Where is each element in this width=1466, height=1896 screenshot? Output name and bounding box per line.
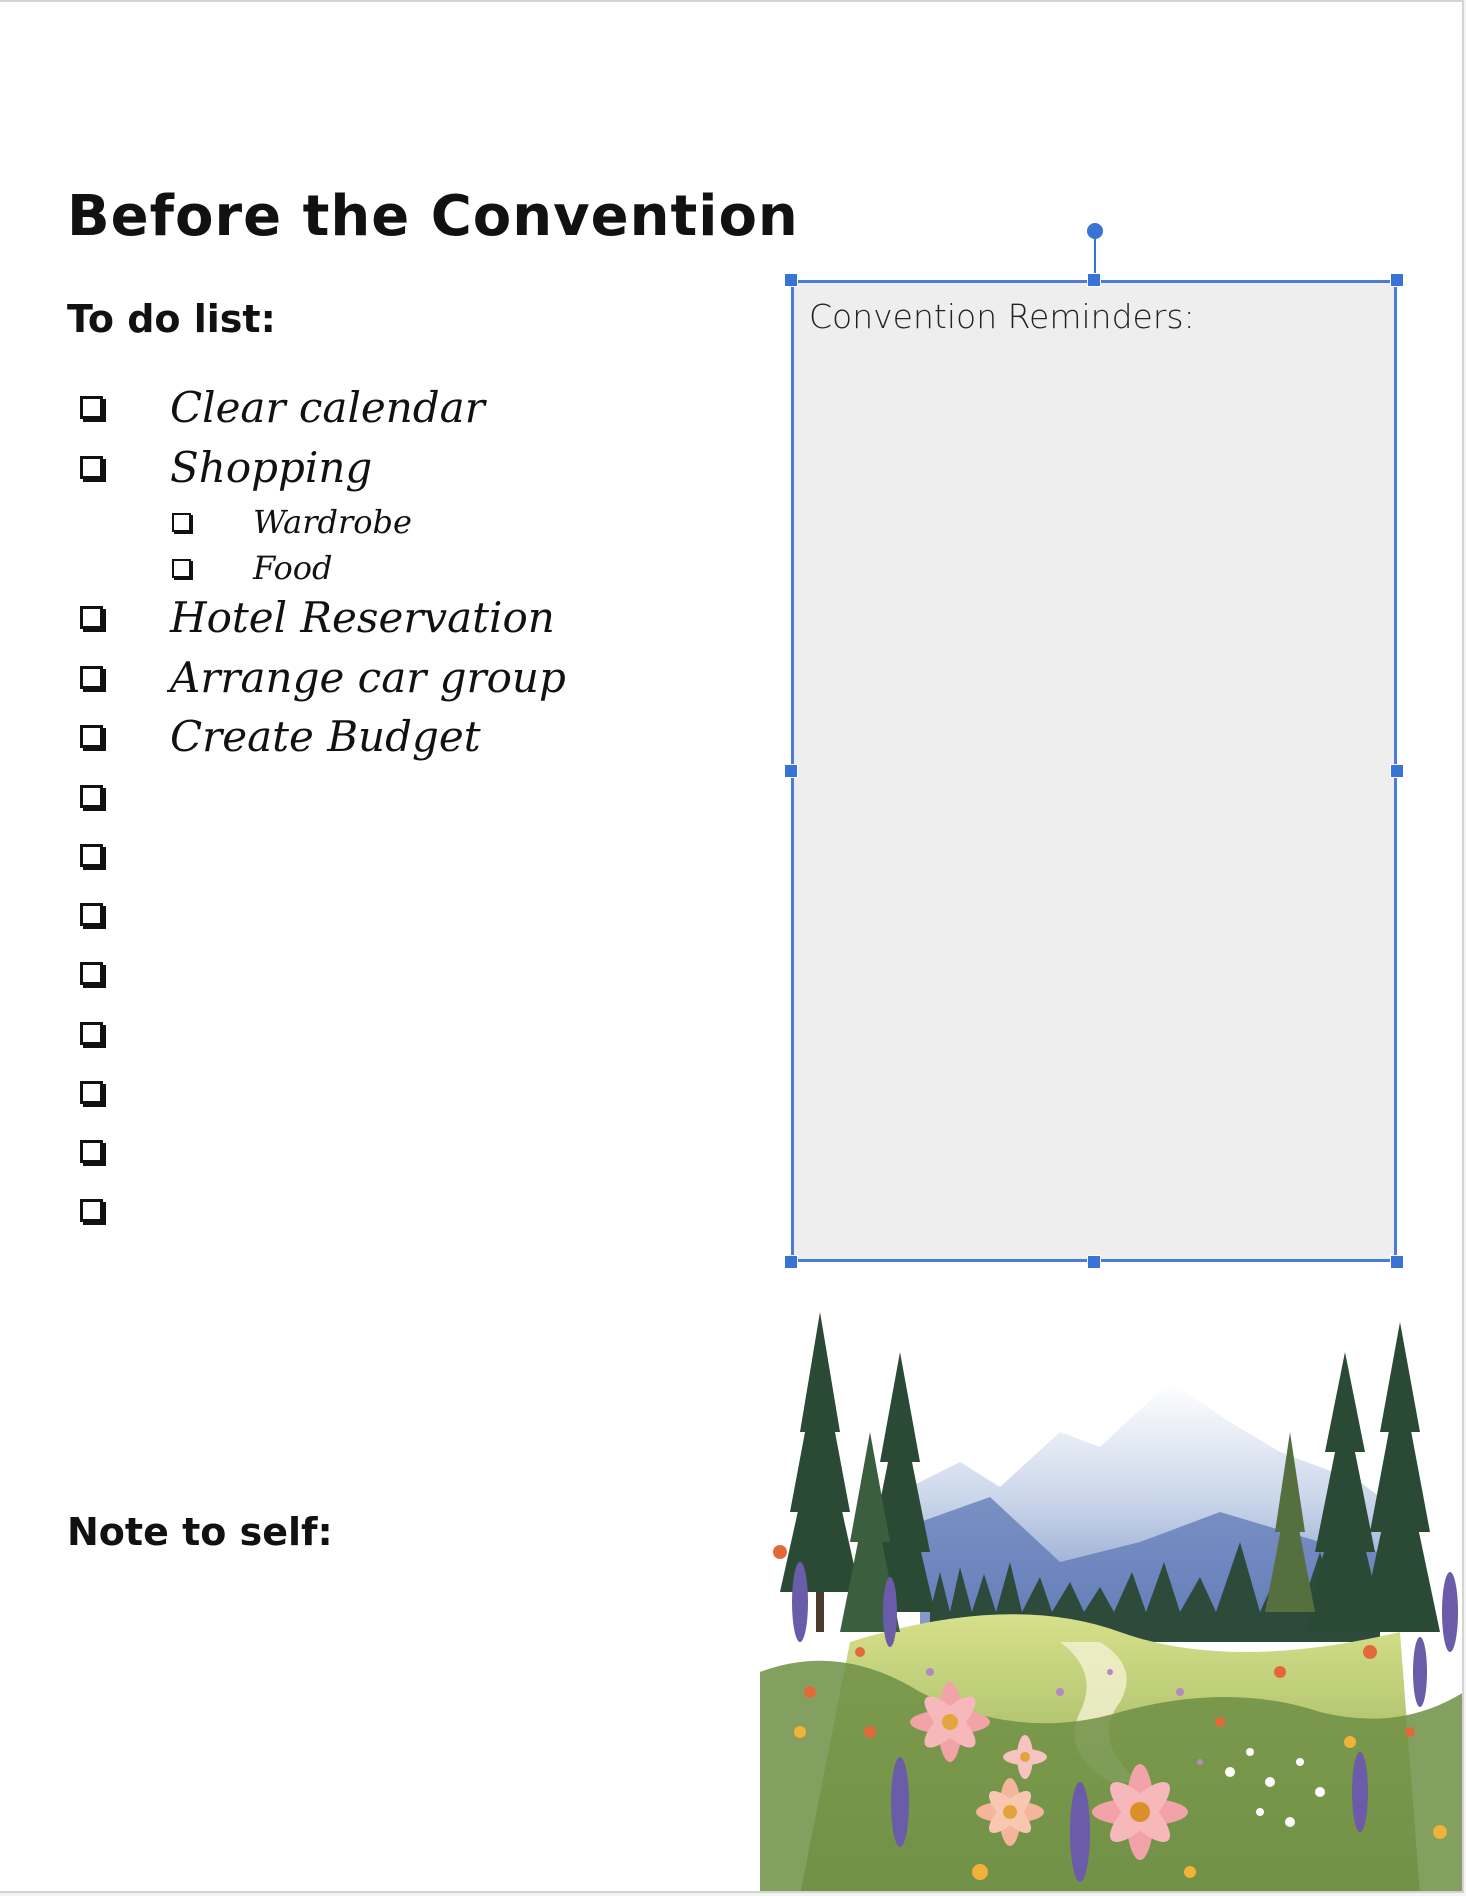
todo-label[interactable]: Create Budget bbox=[170, 712, 481, 761]
note-heading[interactable]: Note to self: bbox=[67, 1510, 333, 1554]
todo-item[interactable] bbox=[0, 1124, 760, 1180]
resize-handle-top-center[interactable] bbox=[1087, 273, 1101, 287]
todo-item[interactable] bbox=[0, 946, 760, 1002]
checkbox-icon[interactable] bbox=[80, 1199, 103, 1222]
checkbox-icon[interactable] bbox=[80, 962, 103, 985]
todo-label[interactable]: Arrange car group bbox=[170, 653, 566, 702]
todo-label[interactable]: Food bbox=[253, 549, 333, 587]
resize-handle-top-left[interactable] bbox=[784, 273, 798, 287]
checkbox-icon[interactable] bbox=[80, 785, 103, 808]
todo-list bbox=[0, 2, 760, 1302]
todo-label[interactable]: Wardrobe bbox=[253, 503, 412, 541]
resize-handle-top-right[interactable] bbox=[1390, 273, 1404, 287]
resize-handle-bottom-center[interactable] bbox=[1087, 1255, 1101, 1269]
checkbox-icon[interactable] bbox=[80, 456, 103, 479]
mountain-meadow-illustration bbox=[760, 1312, 1464, 1893]
resize-handle-middle-right[interactable] bbox=[1390, 764, 1404, 778]
todo-item[interactable] bbox=[0, 828, 760, 884]
reminders-text[interactable]: Convention Reminders: bbox=[809, 297, 1195, 336]
todo-item[interactable] bbox=[0, 769, 760, 825]
resize-handle-bottom-right[interactable] bbox=[1390, 1255, 1404, 1269]
todo-item[interactable] bbox=[0, 440, 760, 496]
checkbox-icon[interactable] bbox=[172, 559, 191, 578]
checkbox-icon[interactable] bbox=[80, 606, 103, 629]
rotate-handle[interactable] bbox=[1087, 223, 1103, 239]
todo-label[interactable]: Clear calendar bbox=[170, 383, 485, 432]
checkbox-icon[interactable] bbox=[80, 1140, 103, 1163]
checkbox-icon[interactable] bbox=[80, 1022, 103, 1045]
todo-item[interactable] bbox=[0, 650, 760, 706]
page-title[interactable]: Before the Convention bbox=[67, 184, 799, 249]
todo-item[interactable] bbox=[0, 1006, 760, 1062]
todo-item[interactable] bbox=[0, 887, 760, 943]
todo-item[interactable] bbox=[0, 1183, 760, 1239]
checkbox-icon[interactable] bbox=[80, 725, 103, 748]
resize-handle-middle-left[interactable] bbox=[784, 764, 798, 778]
checkbox-icon[interactable] bbox=[80, 396, 103, 419]
resize-handle-bottom-left[interactable] bbox=[784, 1255, 798, 1269]
checkbox-icon[interactable] bbox=[80, 1081, 103, 1104]
checkbox-icon[interactable] bbox=[80, 844, 103, 867]
checkbox-icon[interactable] bbox=[80, 903, 103, 926]
reminders-textbox[interactable] bbox=[791, 280, 1397, 1262]
todo-item[interactable] bbox=[0, 1065, 760, 1121]
todo-item[interactable] bbox=[0, 590, 760, 646]
rotate-handle-stem bbox=[1094, 236, 1096, 274]
todo-heading[interactable]: To do list: bbox=[67, 297, 276, 341]
todo-item[interactable] bbox=[0, 709, 760, 765]
todo-item[interactable] bbox=[0, 380, 760, 436]
todo-label[interactable]: Shopping bbox=[170, 443, 373, 492]
checkbox-icon[interactable] bbox=[80, 666, 103, 689]
todo-label[interactable]: Hotel Reservation bbox=[170, 593, 555, 642]
checkbox-icon[interactable] bbox=[172, 513, 191, 532]
